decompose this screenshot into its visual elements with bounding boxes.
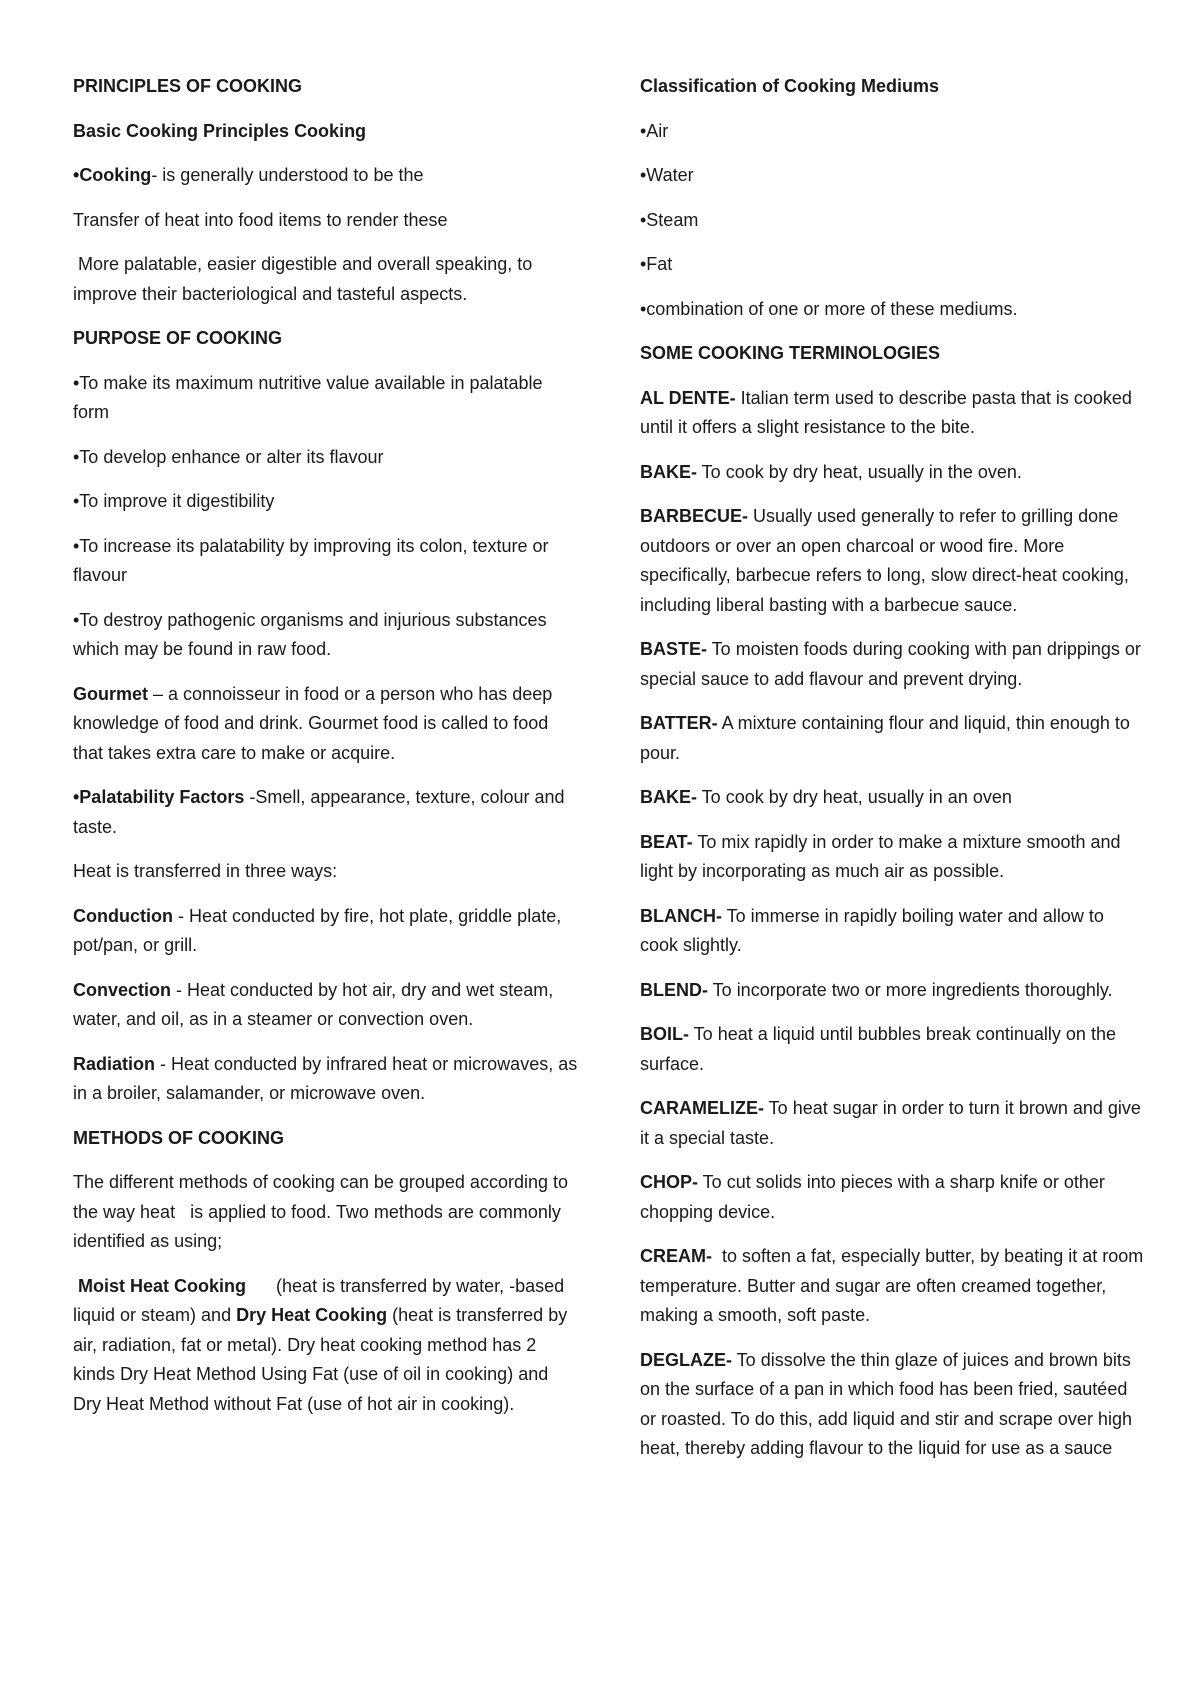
- palatability-term: •Palatability Factors: [73, 787, 245, 807]
- cooking-term: Cooking: [79, 165, 152, 185]
- term-definition: To cook by dry heat, usually in an oven: [697, 787, 1012, 807]
- term-name: BASTE-: [640, 639, 707, 659]
- term-name: BATTER-: [640, 713, 718, 733]
- terminologies-heading: SOME COOKING TERMINOLOGIES: [640, 343, 941, 363]
- medium-item: •combination of one or more of these mediums.: [640, 298, 1018, 319]
- term-definition: To cook by dry heat, usually in the oven.: [697, 461, 1022, 482]
- term-name: AL DENTE-: [640, 387, 736, 408]
- purpose-item: •To make its maximum nutritive value available in palatable form: [73, 372, 543, 422]
- left-column: [73, 72, 578, 1434]
- purpose-item: •To improve it digestibility: [73, 491, 275, 511]
- methods-heading: METHODS OF COOKING: [73, 1127, 284, 1148]
- heat-way-convection: [73, 976, 578, 1035]
- palatability-paragraph: [73, 783, 578, 842]
- dry-heat-term: Dry Heat Cooking: [236, 1305, 388, 1325]
- mediums-heading: Classification of Cooking Mediums: [640, 76, 940, 96]
- term-deglaze: [640, 1346, 1145, 1464]
- term-beat: [640, 828, 1145, 887]
- gourmet-term: Gourmet: [73, 683, 149, 704]
- term-definition: To heat a liquid until bubbles break continually on the surface.: [640, 1024, 1116, 1074]
- term-blanch: [640, 902, 1145, 961]
- term-barbecue: [640, 502, 1145, 620]
- heat-way-text: - Heat conducted by hot air, dry and wet steam, water, and oil, as in a steamer or convection oven.: [73, 979, 554, 1029]
- term-chop: [640, 1168, 1145, 1227]
- term-definition: A mixture containing flour and liquid, thin enough to pour.: [640, 713, 1130, 763]
- purpose-item: •To destroy pathogenic organisms and injurious substances which may be found in raw food.: [73, 609, 547, 659]
- term-name: BARBECUE-: [640, 506, 748, 526]
- term-definition: To moisten foods during cooking with pan drippings or special sauce to add flavour and prevent drying.: [640, 639, 1141, 689]
- term-name: BLEND-: [640, 979, 708, 1000]
- term-baste: [640, 635, 1145, 694]
- document-title: PRINCIPLES OF COOKING: [73, 76, 303, 96]
- heat-way-radiation: [73, 1050, 578, 1109]
- methods-intro: The different methods of cooking can be grouped according to the way heat is applied to food. Two methods are commonly identified as using;: [73, 1172, 574, 1251]
- purpose-item: •To develop enhance or alter its flavour: [73, 446, 384, 467]
- term-definition: To cut solids into pieces with a sharp knife or other chopping device.: [640, 1172, 1105, 1222]
- term-name: BAKE-: [640, 787, 697, 807]
- term-name: BOIL-: [640, 1024, 689, 1044]
- palatability-text: -Smell, appearance, texture, colour and taste.: [73, 787, 565, 837]
- cooking-definition: [73, 161, 578, 191]
- heat-way-text: - Heat conducted by fire, hot plate, griddle plate, pot/pan, or grill.: [73, 905, 562, 955]
- term-name: CARAMELIZE-: [640, 1098, 764, 1118]
- section-subtitle: Basic Cooking Principles Cooking: [73, 120, 367, 141]
- purpose-item: •To increase its palatability by improving its colon, texture or flavour: [73, 535, 549, 585]
- term-definition: Usually used generally to refer to grilling done outdoors or over an open charcoal or wood fire. More specifically, barbecue refers to long, slow direct-heat cooking, including liberal basting with a barbecue sauce.: [640, 506, 1129, 615]
- cooking-definition-text: - is generally understood to be the: [151, 165, 424, 185]
- term-definition: To dissolve the thin glaze of juices and brown bits on the surface of a pan in which food has been fried, sautéed or roasted. To do this, add liquid and stir and scrape over high heat, thereby adding flavour to the liquid for use as a sauce: [640, 1349, 1132, 1458]
- heat-way-term: Convection: [73, 979, 172, 1000]
- medium-item: •Steam: [640, 209, 699, 230]
- term-name: CREAM-: [640, 1246, 712, 1266]
- term-bake: [640, 458, 1145, 488]
- heat-way-text: - Heat conducted by infrared heat or microwaves, as in a broiler, salamander, or microwave oven.: [73, 1053, 578, 1103]
- heat-way-term: Conduction: [73, 905, 173, 926]
- term-cream: [640, 1242, 1149, 1331]
- term-definition: To mix rapidly in order to make a mixture smooth and light by incorporating as much air as possible.: [640, 831, 1121, 881]
- methods-detail: [73, 1272, 578, 1420]
- purpose-heading: PURPOSE OF COOKING: [73, 328, 283, 348]
- moist-heat-term: Moist Heat Cooking: [73, 1275, 247, 1296]
- term-blend: [640, 976, 1145, 1006]
- right-column: [640, 72, 1149, 1479]
- term-name: BAKE-: [640, 461, 697, 482]
- term-name: BEAT-: [640, 831, 693, 852]
- term-definition: Italian term used to describe pasta that is cooked until it offers a slight resistance to the bite.: [640, 387, 1132, 437]
- term-name: DEGLAZE-: [640, 1349, 732, 1370]
- term-caramelize: [640, 1094, 1145, 1153]
- medium-item: •Water: [640, 165, 694, 185]
- moist-heat-text: (heat is transferred by water, -based liquid or steam) and: [73, 1275, 570, 1325]
- term-name: BLANCH-: [640, 905, 722, 926]
- term-al-dente: [640, 384, 1145, 443]
- heat-way-term: Radiation: [73, 1053, 156, 1074]
- bullet: •: [73, 165, 80, 185]
- term-definition: To incorporate two or more ingredients thoroughly.: [708, 979, 1113, 1000]
- term-name: CHOP-: [640, 1172, 698, 1192]
- gourmet-text: – a connoisseur in food or a person who has deep knowledge of food and drink. Gourmet food is called to food that takes extra care to make or acquire.: [73, 683, 553, 763]
- gourmet-paragraph: [73, 680, 578, 769]
- heat-way-conduction: [73, 902, 578, 961]
- heat-intro: Heat is transferred in three ways:: [73, 861, 338, 881]
- medium-item: •Fat: [640, 254, 673, 274]
- palatable-paragraph: More palatable, easier digestible and overall speaking, to improve their bacteriological and tasteful aspects.: [73, 254, 538, 304]
- term-boil: [640, 1020, 1145, 1079]
- term-definition: to soften a fat, especially butter, by beating it at room temperature. Butter and sugar are often creamed together, making a smooth, soft paste.: [640, 1246, 1149, 1325]
- dry-heat-text: (heat is transferred by air, radiation, fat or metal). Dry heat cooking method has 2 kinds Dry Heat Method Using Fat (use of oil in cooking) and Dry Heat Method without Fat (use of hot air in cooking).: [73, 1305, 573, 1414]
- term-definition: To heat sugar in order to turn it brown and give it a special taste.: [640, 1098, 1141, 1148]
- term-bake-oven: [640, 783, 1145, 813]
- medium-item: •Air: [640, 120, 669, 141]
- term-batter: [640, 709, 1145, 768]
- term-definition: To immerse in rapidly boiling water and allow to cook slightly.: [640, 905, 1104, 955]
- transfer-line: Transfer of heat into food items to render these: [73, 209, 448, 230]
